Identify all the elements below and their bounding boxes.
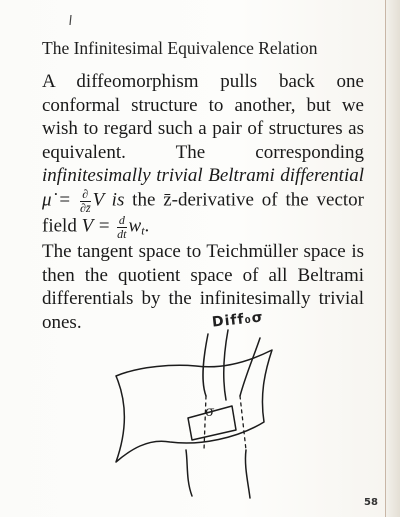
emphasis-term: infinitesimally trivial Beltrami differential	[42, 165, 364, 186]
pen-tick-mark	[68, 14, 74, 26]
leaf-line-right	[240, 338, 260, 396]
w-symbol: w	[128, 214, 142, 236]
d-dt-denominator: dt	[117, 226, 127, 241]
paragraph-text-a: A diffeomorphism pulls back one conformal structure to another, but we wish to regard such a pair of structures as equivalent. The corresponding	[42, 71, 364, 163]
leaf-line-right-low	[245, 450, 250, 498]
page-title: The Infinitesimal Equivalence Relation	[42, 38, 318, 58]
page-edge	[385, 0, 400, 517]
page-number: 58	[364, 497, 378, 508]
d-dt-numerator: d	[118, 212, 125, 227]
leaf-line-left	[203, 334, 208, 396]
paragraph-end: .	[144, 214, 150, 236]
d-dzbar-numerator: ∂	[80, 188, 91, 202]
teichmuller-sketch	[100, 300, 310, 500]
equals-sign: =	[51, 188, 78, 210]
d-dzbar-denominator: ∂z̄	[79, 200, 91, 215]
d-dt-fraction	[117, 214, 126, 240]
mu-dot-symbol: μ̇	[42, 188, 52, 210]
w-subscript: t	[141, 222, 145, 237]
v-is-text: V is	[92, 188, 125, 210]
d-dzbar-fraction	[80, 188, 91, 214]
paragraph-beltrami	[42, 70, 364, 242]
surface-sheet	[116, 350, 272, 462]
paragraph-tangent-space: The tangent space to Teichmüller space is then the quotient space of all Beltrami differentials by the infinitesimally trivial ones.	[42, 241, 364, 333]
paragraph-text-b: the z̄-derivative of the vector field	[42, 188, 364, 236]
diff-sigma-label: Diff₀σ	[211, 309, 265, 331]
sigma-label: σ	[205, 404, 215, 420]
v-equals-text: V =	[81, 214, 111, 236]
hidden-leaf-right	[240, 396, 246, 450]
leaf-line-left-low	[186, 450, 192, 496]
